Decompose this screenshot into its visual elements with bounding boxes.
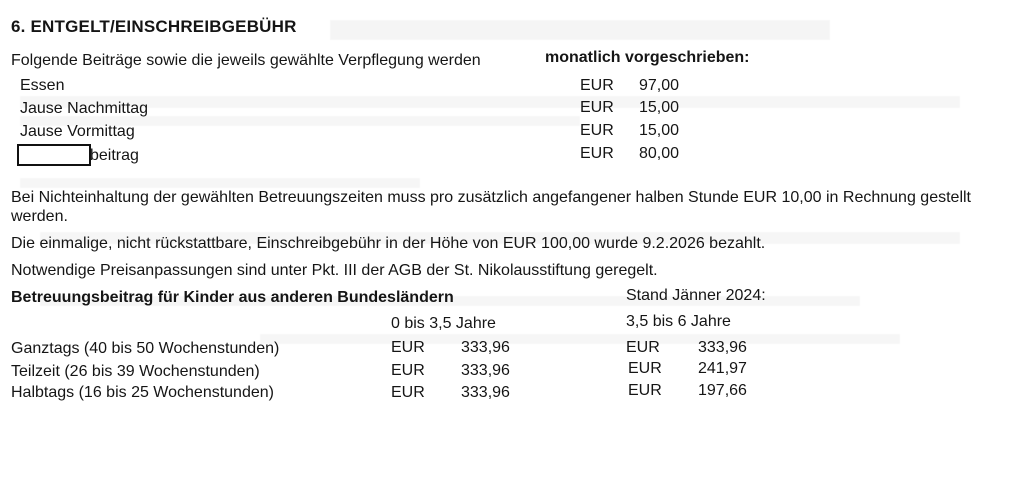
care-table-heading: Betreuungsbeitrag für Kinder aus anderen Bundesländern — [11, 289, 454, 306]
cell-value: 333,96 — [461, 339, 510, 356]
registration-paragraph: Die einmalige, nicht rückstattbare, Einschreibgebühr in der Höhe von EUR 100,00 wurde 9.2.2026 bezahlt. — [11, 235, 766, 252]
cell-currency: EUR — [628, 382, 662, 399]
fee-amount: 97,00 — [639, 77, 680, 94]
cell-currency: EUR — [628, 360, 662, 377]
fee-amount: 80,00 — [639, 145, 680, 162]
care-table-stand: Stand Jänner 2024: — [626, 287, 766, 304]
col-header-3-5-6: 3,5 bis 6 Jahre — [626, 313, 731, 330]
bleed-through-band — [260, 334, 900, 344]
fee-label-essen: Essen — [20, 77, 65, 94]
bleed-through-band — [20, 96, 960, 108]
bleed-through-band — [330, 20, 830, 40]
overtime-paragraph: Bei Nichteinhaltung der gewählten Betreuungszeiten muss pro zusätzlich angefangener halben Stunde EUR 10,00 in Rechnung gestellt werden. — [11, 189, 971, 225]
fees-intro: Folgende Beiträge sowie die jeweils gewählte Verpflegung werden — [11, 52, 481, 69]
col-header-0-3-5: 0 bis 3,5 Jahre — [391, 315, 496, 332]
row-label-teilzeit: Teilzeit (26 bis 39 Wochenstunden) — [11, 363, 260, 380]
fee-currency: EUR — [580, 145, 614, 162]
cell-currency: EUR — [391, 362, 425, 379]
fee-currency: EUR — [580, 99, 614, 116]
cell-value: 333,96 — [698, 339, 747, 356]
cell-currency: EUR — [391, 384, 425, 401]
cell-currency: EUR — [391, 339, 425, 356]
cell-currency: EUR — [626, 339, 660, 356]
cell-value: 333,96 — [461, 362, 510, 379]
fee-amount: 15,00 — [639, 99, 680, 116]
fee-label-jause-vormittag: Jause Vormittag — [20, 123, 135, 140]
redaction-box — [17, 144, 91, 166]
cell-value: 241,97 — [698, 360, 747, 377]
cell-value: 333,96 — [461, 384, 510, 401]
bleed-through-band — [20, 178, 420, 188]
row-label-ganztags: Ganztags (40 bis 50 Wochenstunden) — [11, 340, 280, 357]
pricing-paragraph: Notwendige Preisanpassungen sind unter Pkt. III der AGB der St. Nikolausstiftung geregelt. — [11, 262, 658, 279]
fee-label-jause-nachmittag: Jause Nachmittag — [20, 100, 149, 117]
cell-value: 197,66 — [698, 382, 747, 399]
fee-currency: EUR — [580, 122, 614, 139]
section-title: 6. ENTGELT/EINSCHREIBGEBÜHR — [11, 17, 297, 36]
fee-label-beitrag: beitrag — [90, 147, 139, 164]
fee-currency: EUR — [580, 77, 614, 94]
row-label-halbtags: Halbtags (16 bis 25 Wochenstunden) — [11, 384, 274, 401]
fees-intro-bold: monatlich vorgeschrieben: — [545, 49, 750, 66]
fee-amount: 15,00 — [639, 122, 680, 139]
